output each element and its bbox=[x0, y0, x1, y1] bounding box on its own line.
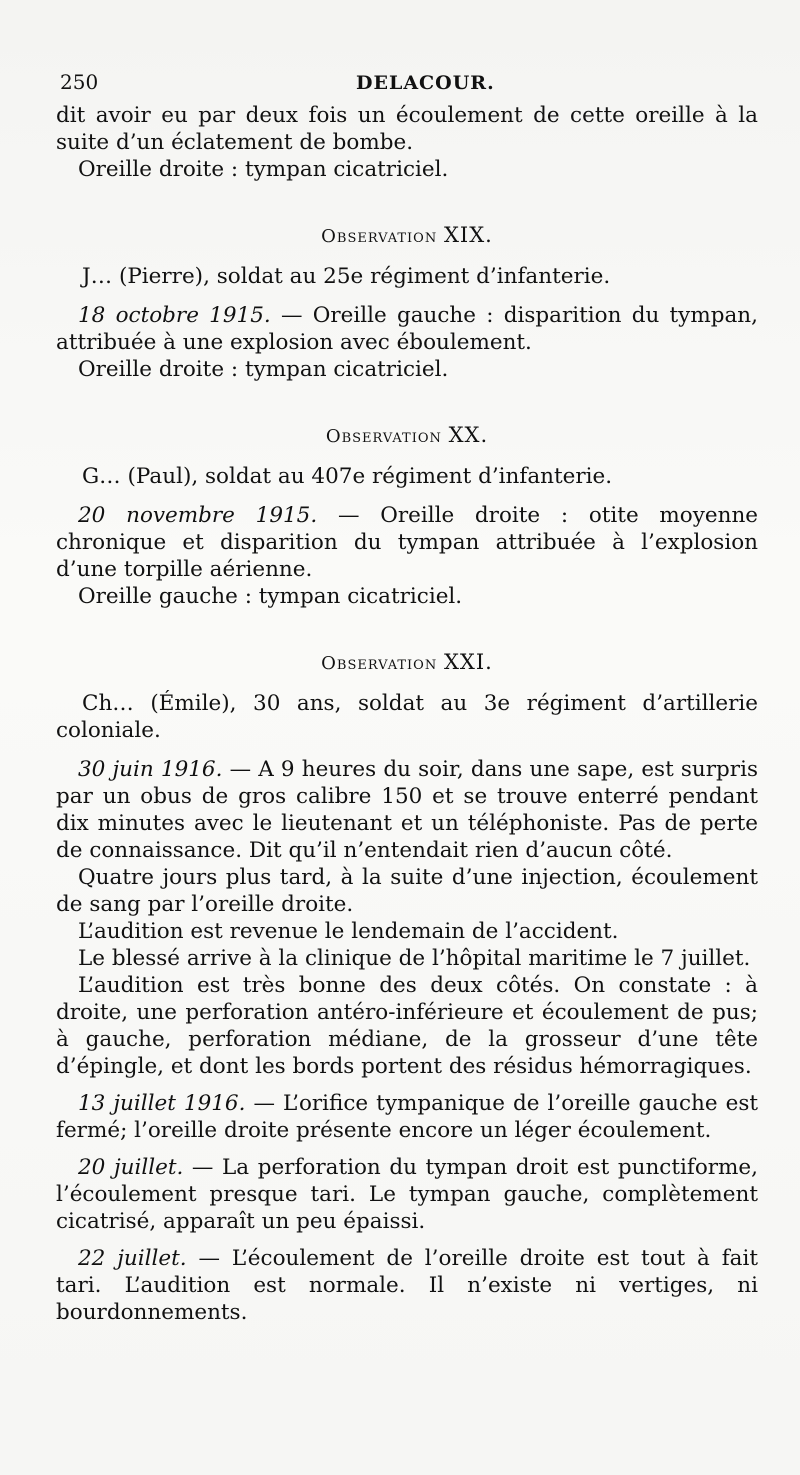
observation-label: Observation bbox=[321, 653, 438, 674]
entry-date: 30 juin 1916. bbox=[78, 757, 223, 782]
observation-21-entry-3 bbox=[56, 1154, 758, 1235]
observation-label: Observation bbox=[321, 226, 438, 247]
observation-21-title bbox=[56, 650, 758, 674]
intro-right-ear: Oreille droite : tympan cicatriciel. bbox=[78, 157, 449, 182]
observation-20-title bbox=[56, 423, 758, 447]
observation-21-subject: Ch… (Émile), 30 ans, soldat au 3e régiment d’artillerie coloniale. bbox=[56, 691, 758, 743]
entry-date: 20 juillet. bbox=[78, 1155, 184, 1180]
entry-date: 18 octobre 1915. bbox=[78, 303, 271, 328]
observation-20-entry bbox=[56, 502, 758, 583]
entry-text: — A 9 heures du soir, dans une sape, est surpris par un obus de gros calibre 150 et se trouve enterré pendant dix minutes avec le lieutenant et un téléphoniste. Pas de perte de connaissance. Dit qu’il n’entendait rien d’aucun côté. bbox=[56, 757, 758, 863]
entry-text: — Oreille gauche : disparition du tympan, attribuée à une explosion avec éboulement. bbox=[56, 303, 758, 355]
observation-21-paragraph-5: L’audition est très bonne des deux côtés. On constate : à droite, une perforation antéro-inférieure et écoulement de pus; à gauche, perforation médiane, de la grosseur d’une tête d’épingle, et dont les bords portent des résidus hémorragiques. bbox=[56, 973, 758, 1079]
entry-date: 20 novembre 1915. bbox=[78, 503, 318, 528]
observation-number: XIX. bbox=[443, 223, 493, 247]
entry-text: — La perforation du tympan droit est punctiforme, l’écoulement presque tari. Le tympan gauche, complètement cicatrisé, apparaît un peu épaissi. bbox=[56, 1155, 758, 1234]
observation-21-paragraph-3: L’audition est revenue le lendemain de l’accident. bbox=[78, 919, 619, 944]
observation-number: XX. bbox=[448, 423, 489, 447]
running-head bbox=[56, 62, 758, 102]
observation-label: Observation bbox=[325, 426, 442, 447]
observation-19-entry bbox=[56, 302, 758, 356]
observation-21-paragraph-4: Le blessé arrive à la clinique de l’hôpital maritime le 7 juillet. bbox=[78, 946, 751, 971]
entry-text: — Oreille droite : otite moyenne chronique et disparition du tympan attribuée à l’explosion d’une torpille aérienne. bbox=[56, 503, 759, 582]
entry-text: — L’orifice tympanique de l’oreille gauche est fermé; l’oreille droite présente encore un léger écoulement. bbox=[56, 1091, 758, 1143]
observation-21-entry-2 bbox=[56, 1090, 758, 1144]
observation-21-entry-4 bbox=[56, 1245, 758, 1326]
observation-number: XXI. bbox=[443, 650, 493, 674]
observation-19-right-ear: Oreille droite : tympan cicatriciel. bbox=[78, 357, 449, 382]
observation-21-paragraph-2: Quatre jours plus tard, à la suite d’une injection, écoulement de sang par l’oreille droite. bbox=[56, 865, 758, 917]
observation-20-left-ear: Oreille gauche : tympan cicatriciel. bbox=[78, 584, 463, 609]
observation-19-title bbox=[56, 223, 758, 247]
entry-date: 13 juillet 1916. bbox=[78, 1091, 246, 1116]
observation-21-entry-1 bbox=[56, 756, 758, 864]
intro-paragraph: dit avoir eu par deux fois un écoulement de cette oreille à la suite d’un éclatement de bombe. bbox=[56, 103, 758, 155]
running-title: DELACOUR. bbox=[356, 72, 495, 94]
page-number: 250 bbox=[60, 70, 99, 94]
observation-19-subject: J… (Pierre), soldat au 25e régiment d’infanterie. bbox=[82, 264, 611, 289]
entry-date: 22 juillet. bbox=[78, 1246, 187, 1271]
observation-20-subject: G… (Paul), soldat au 407e régiment d’infanterie. bbox=[82, 464, 613, 489]
entry-text: — L’écoulement de l’oreille droite est tout à fait tari. L’audition est normale. Il n’existe ni vertiges, ni bourdonnements. bbox=[56, 1246, 758, 1325]
